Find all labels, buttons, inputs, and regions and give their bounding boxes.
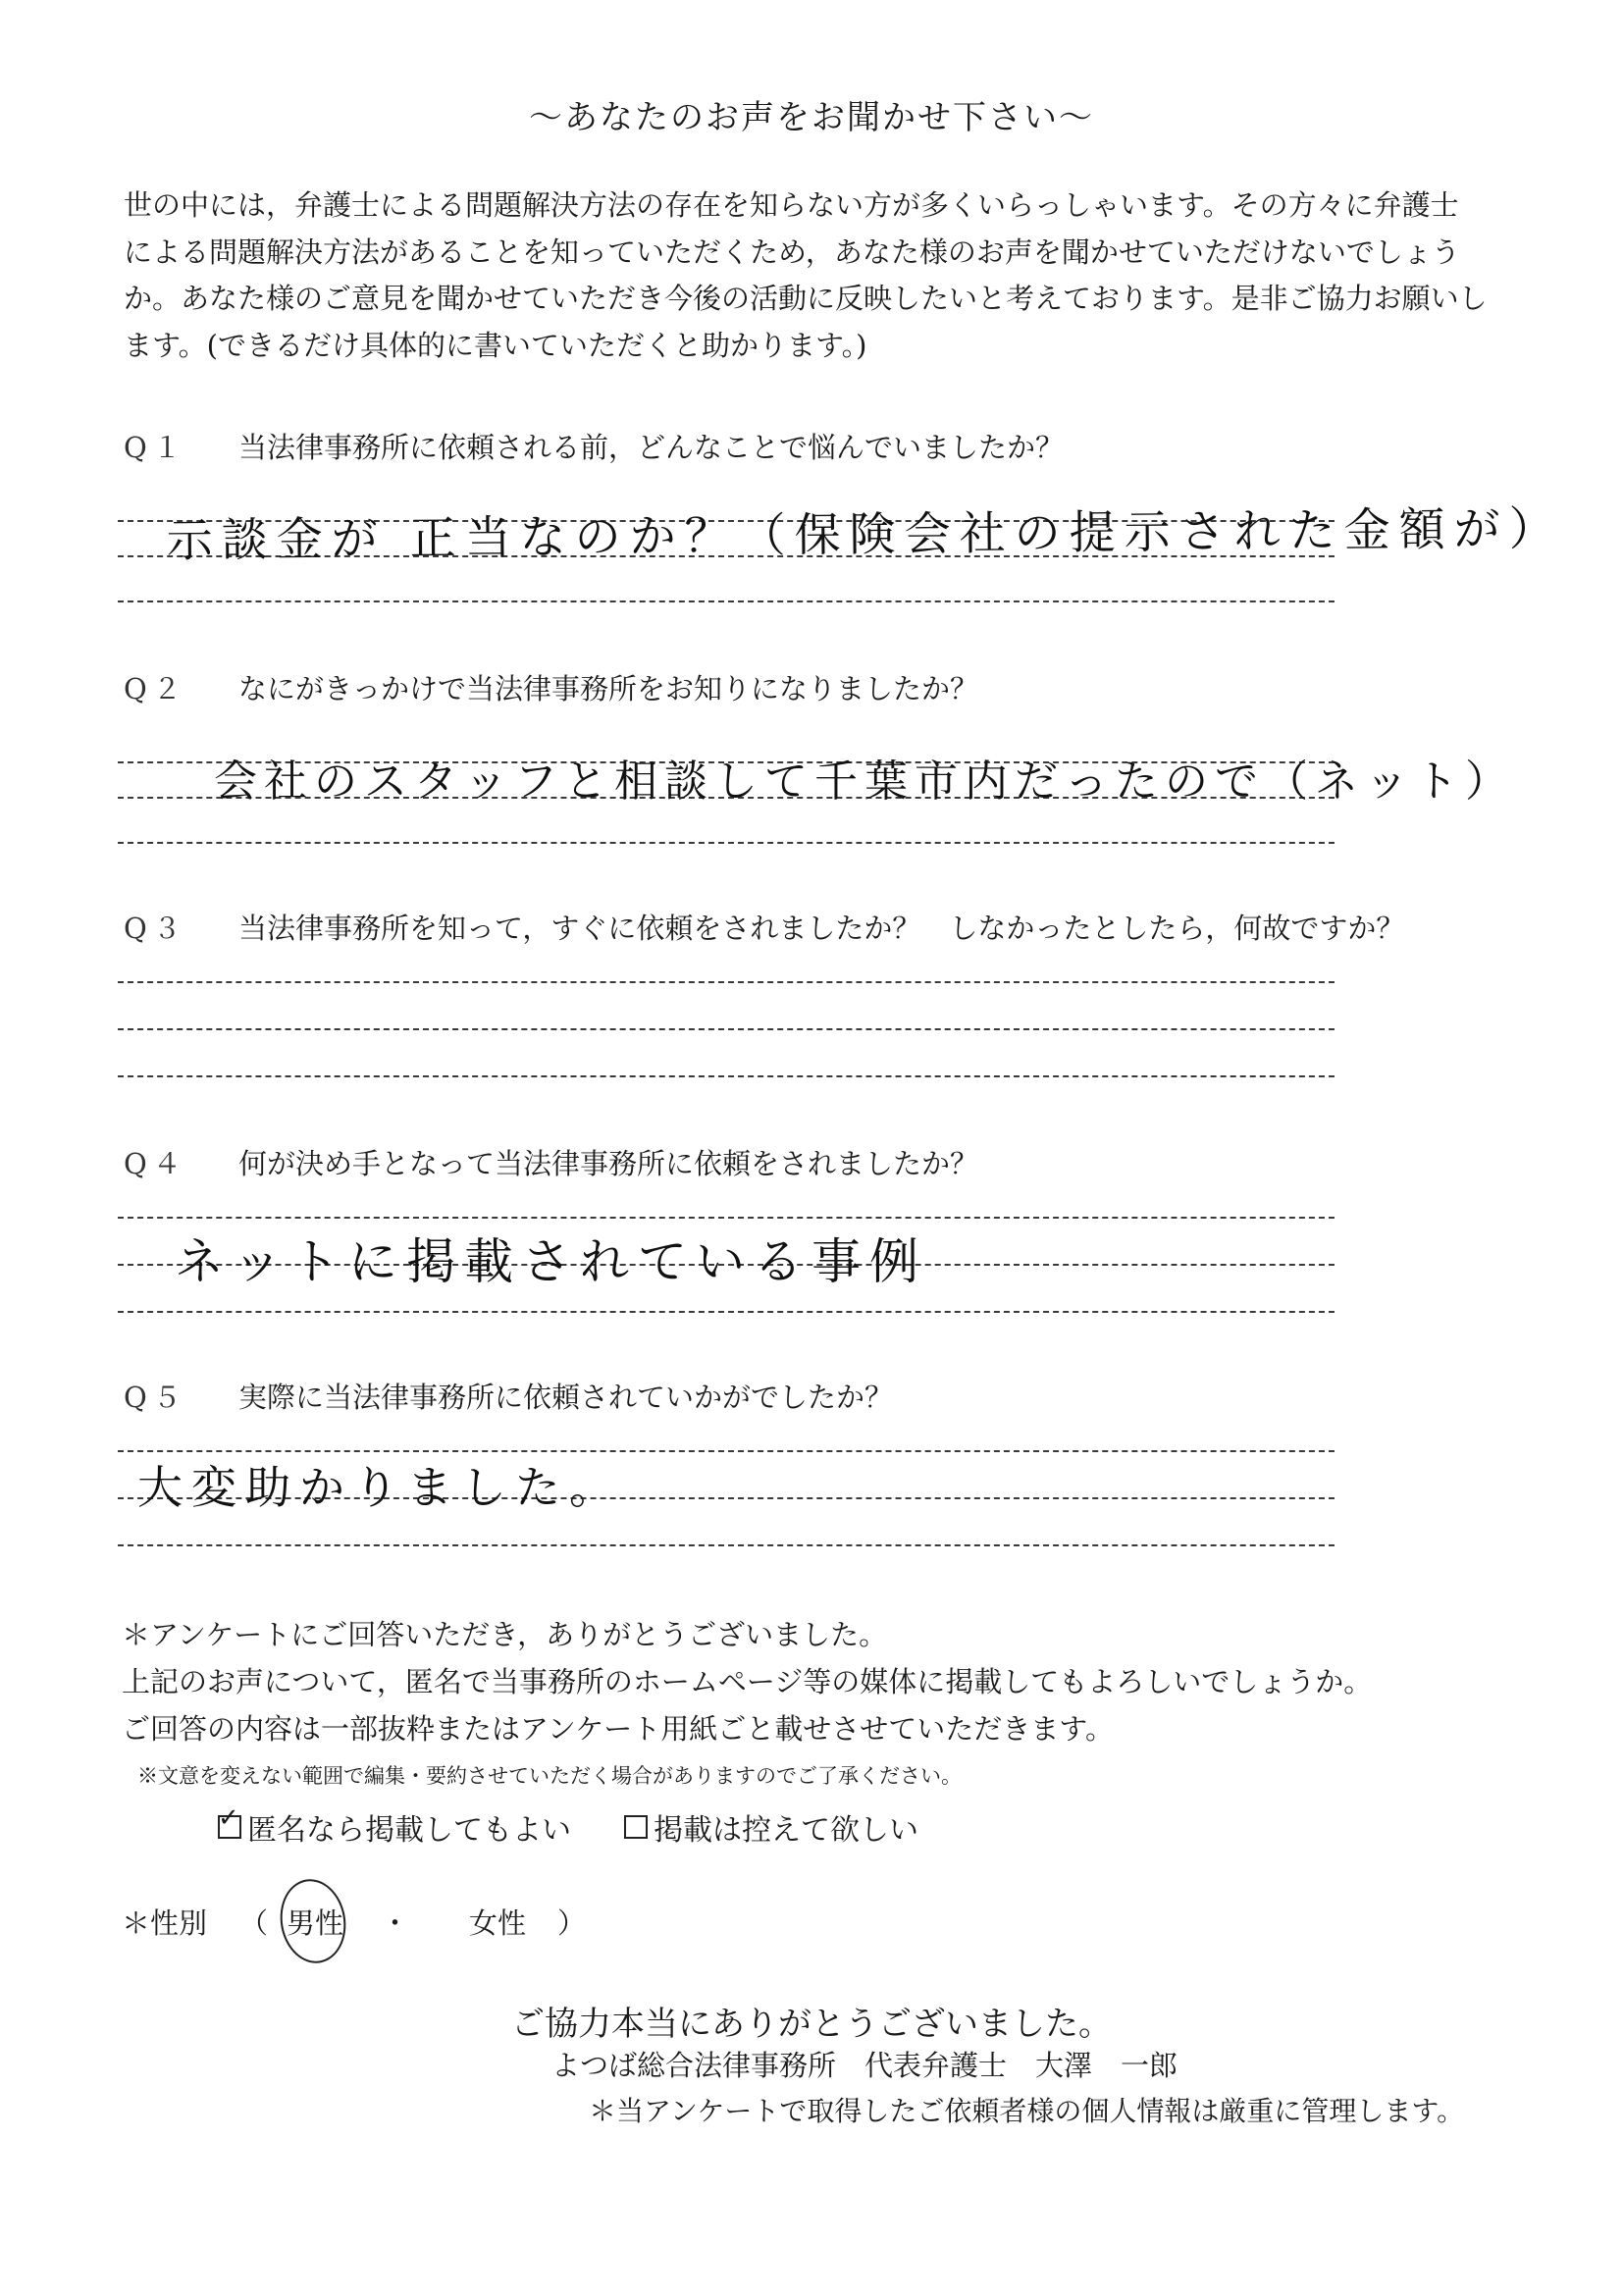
answer-line	[118, 981, 1335, 983]
answer-line	[118, 600, 1335, 602]
intro-line: ます。(できるだけ具体的に書いていただくと助かります。)	[124, 328, 867, 362]
answer-line	[118, 1544, 1335, 1546]
consent-yes-label: 匿名なら掲載してもよい	[247, 1813, 571, 1848]
question-text: 何が決め手となって当法律事務所に依頼をされましたか？	[238, 1147, 979, 1180]
intro-line: 世の中には，弁護士による問題解決方法の存在を知らない方が多くいらっしゃいます。その方々に弁護士	[124, 188, 1459, 222]
question-number: Q２	[124, 672, 187, 705]
question-text: 当法律事務所を知って，すぐに依頼をされましたか？ しなかったとしたら，何故ですか？	[238, 912, 1405, 945]
intro-line: か。あなた様のご意見を聞かせていただき今後の活動に反映したいと考えております。是非ご協力お願いし	[124, 282, 1488, 315]
gender-option-male[interactable]: 男性	[287, 1906, 344, 1940]
consent-option-no[interactable]	[624, 1805, 918, 1849]
gender-field	[122, 1902, 586, 1942]
gender-label: ＊性別	[122, 1906, 208, 1940]
question-1	[124, 426, 1064, 466]
paren-open: （	[239, 1906, 269, 1940]
question-text: なにがきっかけで当法律事務所をお知りになりましたか？	[238, 672, 979, 705]
answer-line	[118, 1075, 1335, 1077]
answer-line	[118, 1217, 1335, 1219]
selection-circle-icon	[274, 1874, 352, 1968]
survey-thanks-note: ＊アンケートにご回答いただき，ありがとうございました。	[122, 1618, 888, 1651]
question-5	[124, 1376, 893, 1416]
handwritten-answer-1: 示談金が 正当なのか？（保険会社の提示された金額が）	[166, 501, 1564, 569]
edit-note: ※文意を変えない範囲で編集・要約させていただく場合がありますのでご了承ください。	[137, 1764, 962, 1788]
question-number: Q１	[124, 431, 187, 464]
question-number: Q３	[124, 912, 187, 945]
consent-no-label: 掲載は控えて欲しい	[654, 1813, 918, 1848]
question-number: Q４	[124, 1147, 187, 1180]
handwritten-answer-4: ネットに掲載されている事例	[175, 1233, 927, 1290]
question-3	[124, 907, 1404, 947]
question-text: 実際に当法律事務所に依頼されていかがでしたか？	[238, 1381, 894, 1414]
paren-close: ）	[557, 1906, 587, 1940]
consent-option-yes[interactable]	[218, 1805, 571, 1849]
checkmark-icon: ✓	[218, 1803, 239, 1833]
question-text: 当法律事務所に依頼される前，どんなことで悩んでいましたか？	[238, 431, 1065, 464]
question-2	[124, 667, 978, 707]
handwritten-answer-5: 大変助かりました。	[137, 1461, 623, 1514]
checkbox-checked[interactable]	[218, 1803, 241, 1839]
page-title: ～あなたのお声をお聞かせ下さい～	[529, 98, 1094, 137]
answer-line	[118, 1028, 1335, 1030]
closing-thanks: ご協力本当にありがとうございました。	[511, 2005, 1112, 2044]
publish-scope: ご回答の内容は一部抜粋またはアンケート用紙ごと載せさせていただきます。	[122, 1712, 1114, 1746]
firm-signature: よつば総合法律事務所 代表弁護士 大澤 一郎	[551, 2049, 1178, 2082]
checkbox-unchecked[interactable]	[624, 1815, 648, 1839]
question-number: Q５	[124, 1381, 187, 1414]
publish-question: 上記のお声について，匿名で当事務所のホームページ等の媒体に掲載してもよろしいでしょうか。	[122, 1665, 1373, 1698]
handwritten-answer-2: 会社のスタッフと相談して千葉市内だったので（ネット）	[214, 757, 1515, 807]
answer-line	[118, 1311, 1335, 1313]
privacy-note: ＊当アンケートで取得したご依頼者様の個人情報は厳重に管理します。	[589, 2095, 1465, 2127]
intro-paragraph	[124, 183, 1517, 369]
intro-line: による問題解決方法があることを知っていただくため，あなた様のお声を聞かせていただけないでしょう	[124, 235, 1460, 269]
separator-dot: ・	[381, 1906, 410, 1940]
question-4	[124, 1142, 978, 1182]
gender-option-female[interactable]: 女性	[469, 1906, 527, 1940]
answer-line	[118, 842, 1335, 844]
